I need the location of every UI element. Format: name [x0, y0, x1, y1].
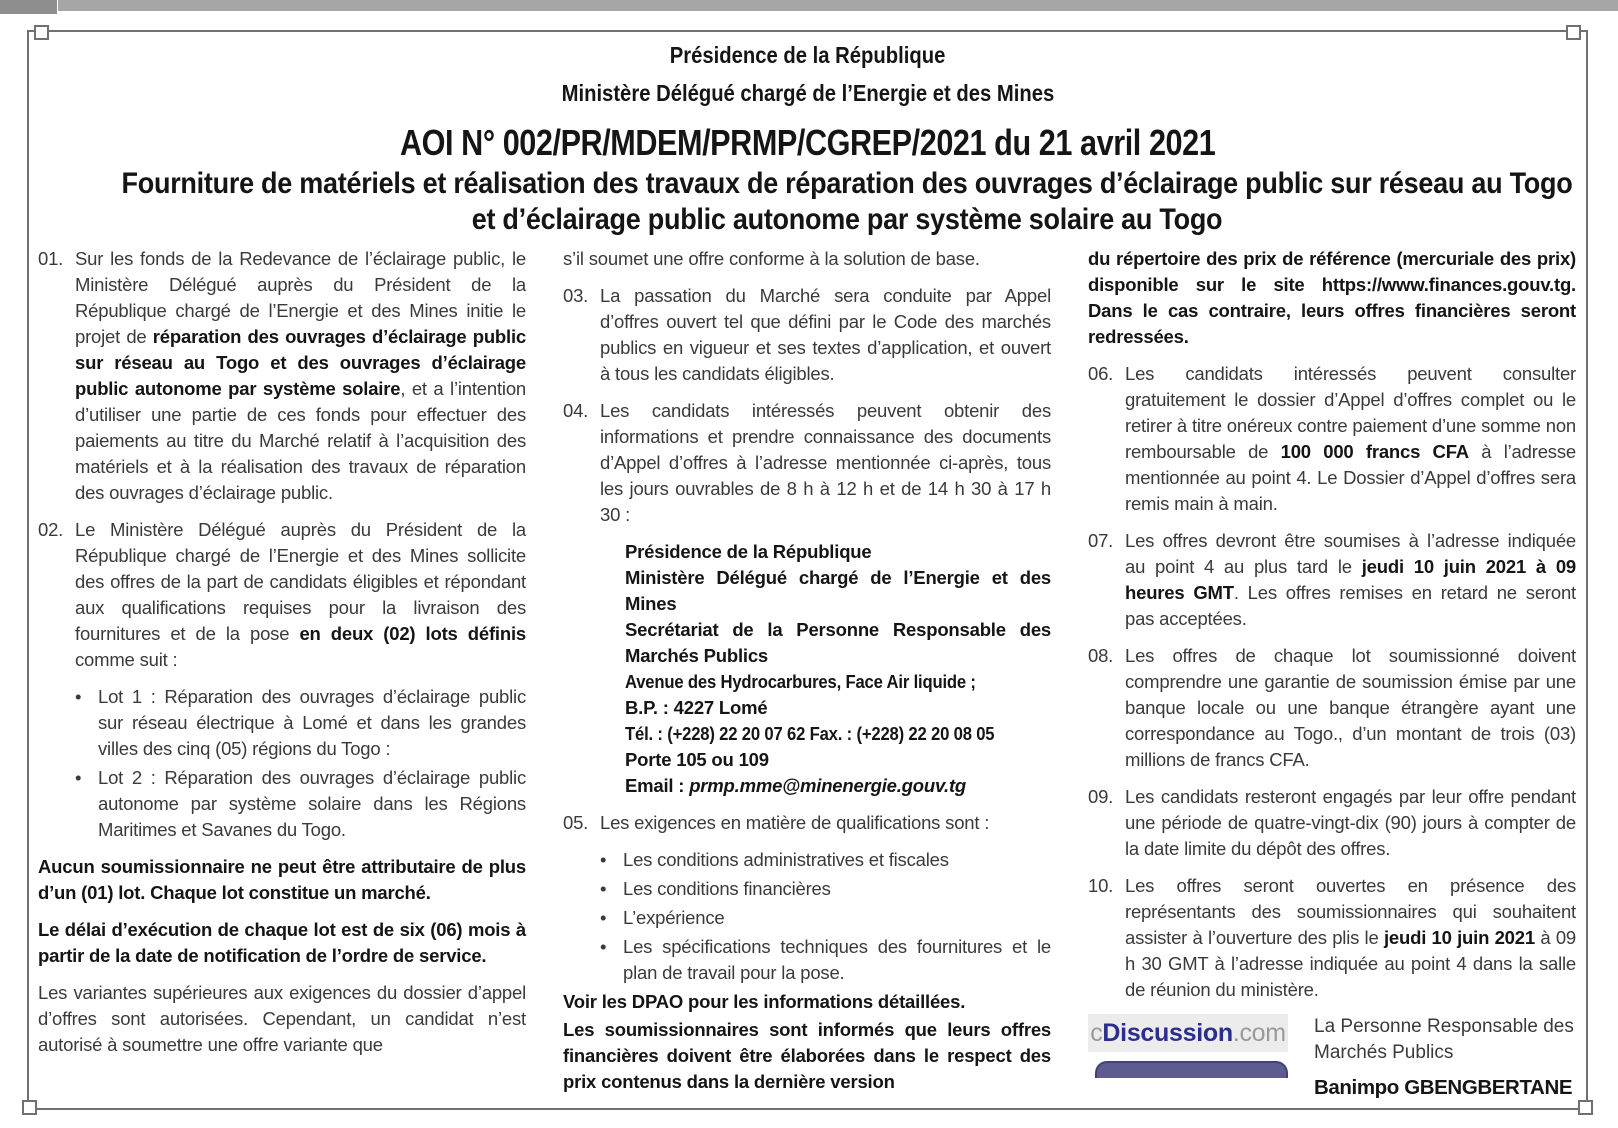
- item-number: 01.: [38, 248, 64, 269]
- item-10: 10. Les offres seront ouvertes en présence des représentants des soumissionnaires qui souhaitent assister à l’ouverture des plis le jeudi 10 juin 2021 à 09 h 30 GMT à l’adresse indiquée au point 4 dans la salle de réunion du ministère.: [1088, 875, 1576, 1000]
- paragraph: du répertoire des prix de référence (mercuriale des prix) disponible sur le site https://www.finances.gouv.tg. Dans le cas contraire, leurs offres financières seront redressées.: [1088, 248, 1576, 347]
- paragraph: Le délai d’exécution de chaque lot est de six (06) mois à partir de la date de notification de l’ordre de service.: [38, 919, 526, 966]
- item-06: 06. Les candidats intéressés peuvent consulter gratuitement le dossier d’Appel d’offres complet ou le retirer à titre onéreux contre paiement d’une somme non remboursable de 100 000 francs CFA à l’adresse mentionnée au point 4. Le Dossier d’Appel d’offres sera remis main à main.: [1088, 363, 1576, 514]
- border-corner-ornament: [1578, 1100, 1593, 1115]
- address-line: Ministère Délégué chargé de l’Energie et des Mines: [625, 567, 1051, 614]
- border-corner-ornament: [22, 1100, 37, 1115]
- paragraph: Aucun soumissionnaire ne peut être attributaire de plus d’un (01) lot. Chaque lot constitue un marché.: [38, 856, 526, 903]
- item-number: 07.: [1088, 530, 1114, 551]
- header-ministry: Ministère Délégué chargé de l’Energie et des Mines: [561, 80, 1054, 106]
- address-line: Secrétariat de la Personne Responsable des Marchés Publics: [625, 619, 1051, 666]
- footer-row: [1088, 1014, 1576, 1100]
- paragraph: Les variantes supérieures aux exigences du dossier d’appel d’offres sont autorisées. Cependant, un candidat n’est autorisé à soumettre une offre variante que: [38, 982, 526, 1055]
- signature-block: [1314, 1014, 1576, 1100]
- item-08: 08. Les offres de chaque lot soumissionné doivent comprendre une garantie de soumission émise par une banque locale ou une banque étrangère ayant une correspondance au Togo., d’un montant de trois (03) millions de francs CFA.: [1088, 645, 1576, 770]
- bullet-item: • Les conditions financières: [563, 876, 1051, 902]
- item-number: 02.: [38, 519, 64, 540]
- item-09: 09. Les candidats resteront engagés par leur offre pendant une période de quatre-vingt-dix (90) jours à compter de la date limite du dépôt des offres.: [1088, 786, 1576, 859]
- watermark-suffix: .com: [1232, 1018, 1286, 1047]
- address-line: Avenue des Hydrocarbures, Face Air liquide ;: [625, 671, 976, 692]
- page-subtitle: Fourniture de matériels et réalisation des travaux de réparation des ouvrages d’éclairage public sur réseau au Togo et d’éclairage public autonome par système solaire au Togo: [121, 167, 1573, 236]
- item-number: 08.: [1088, 645, 1114, 666]
- column-3: [1088, 246, 1576, 1100]
- item-number: 03.: [563, 285, 589, 306]
- bullet-item: • Lot 2 : Réparation des ouvrages d’éclairage public autonome par système solaire dans les Régions Maritimes et Savanes du Togo.: [38, 765, 526, 843]
- header-institution: Présidence de la République: [669, 42, 946, 68]
- item-01: 01. Sur les fonds de la Redevance de l’éclairage public, le Ministère Délégué auprès du Président de la République chargé de l’Energie et des Mines initie le projet de réparation des ouvrages d’éclairage public sur réseau au Togo et des ouvrages d’éclairage public autonome par système solaire, et a l’intention d’utiliser une partie de ces fonds pour effectuer des paiements au titre du Marché relatif à l’acquisition des matériels et à la réalisation des travaux de réparation des ouvrages d’éclairage public.: [38, 248, 526, 503]
- item-number: 04.: [563, 400, 589, 421]
- column-2: [563, 246, 1051, 1100]
- address-line: Présidence de la République: [625, 541, 872, 562]
- item-number: 10.: [1088, 875, 1114, 896]
- item-number: 05.: [563, 812, 589, 833]
- three-column-body: [27, 246, 1588, 1100]
- bullet-item: • Les conditions administratives et fiscales: [563, 847, 1051, 873]
- document-page: [27, 30, 1588, 1100]
- column-1: [38, 246, 526, 1100]
- paragraph: s’il soumet une offre conforme à la solution de base.: [563, 248, 980, 269]
- signature-name: Banimpo GBENGBERTANE: [1314, 1076, 1573, 1099]
- window-top-corner-box: [0, 0, 57, 14]
- cdiscussion-logo: [1088, 1014, 1288, 1052]
- bullet-item: • Lot 1 : Réparation des ouvrages d’éclairage public sur réseau électrique à Lomé et dans les grandes villes des cinq (05) régions du Togo :: [38, 684, 526, 762]
- item-05: 05. Les exigences en matière de qualifications sont :: [563, 810, 1051, 836]
- watermark-brand: Discussion: [1102, 1018, 1233, 1047]
- item-02: 02. Le Ministère Délégué auprès du Président de la République chargé de l’Energie et des Mines sollicite des offres de la part de candidats éligibles et répondant aux qualifications requises pour la livraison des fournitures et de la pose en deux (02) lots définis comme suit :: [38, 519, 526, 670]
- address-line: B.P. : 4227 Lomé: [625, 697, 768, 718]
- signature-role: La Personne Responsable des Marchés Publics: [1314, 1016, 1574, 1063]
- paragraph: Voir les DPAO pour les informations détaillées.: [563, 991, 966, 1012]
- item-03: 03. La passation du Marché sera conduite par Appel d’offres ouvert tel que défini par le Code des marchés publics en vigueur et ses textes d’application, et ouvert à tous les candidats éligibles.: [563, 285, 1051, 384]
- cdiscussion-watermark: [1088, 1014, 1288, 1100]
- bullet-item: • Les spécifications techniques des fournitures et le plan de travail pour la pose.: [563, 934, 1051, 986]
- bullet-item: • L’expérience: [563, 905, 1051, 931]
- watermark-tab-shape: [1095, 1061, 1288, 1078]
- paragraph: Les soumissionnaires sont informés que leurs offres financières doivent être élaborées dans le respect des prix contenus dans la dernière version: [563, 1019, 1051, 1092]
- item-number: 09.: [1088, 786, 1114, 807]
- item-number: 06.: [1088, 363, 1114, 384]
- watermark-prefix: c: [1090, 1018, 1103, 1047]
- address-line: Porte 105 ou 109: [625, 749, 769, 770]
- address-line: Email : prmp.mme@minenergie.gouv.tg: [625, 775, 967, 796]
- page-title: AOI N° 002/PR/MDEM/PRMP/CGREP/2021 du 21 avril 2021: [399, 122, 1216, 163]
- address-line: Tél. : (+228) 22 20 07 62 Fax. : (+228) 22 20 08 05: [625, 723, 995, 744]
- item-07: 07. Les offres devront être soumises à l’adresse indiquée au point 4 au plus tard le jeudi 10 juin 2021 à 09 heures GMT. Les offres remises en retard ne seront pas acceptées.: [1088, 530, 1577, 629]
- item-04: 04. Les candidats intéressés peuvent obtenir des informations et prendre connaissance des documents d’Appel d’offres à l’adresse mentionnée ci-après, tous les jours ouvrables de 8 h à 12 h et de 14 h 30 à 17 h 30 :: [563, 400, 1051, 525]
- window-top-strip: [58, 0, 1618, 11]
